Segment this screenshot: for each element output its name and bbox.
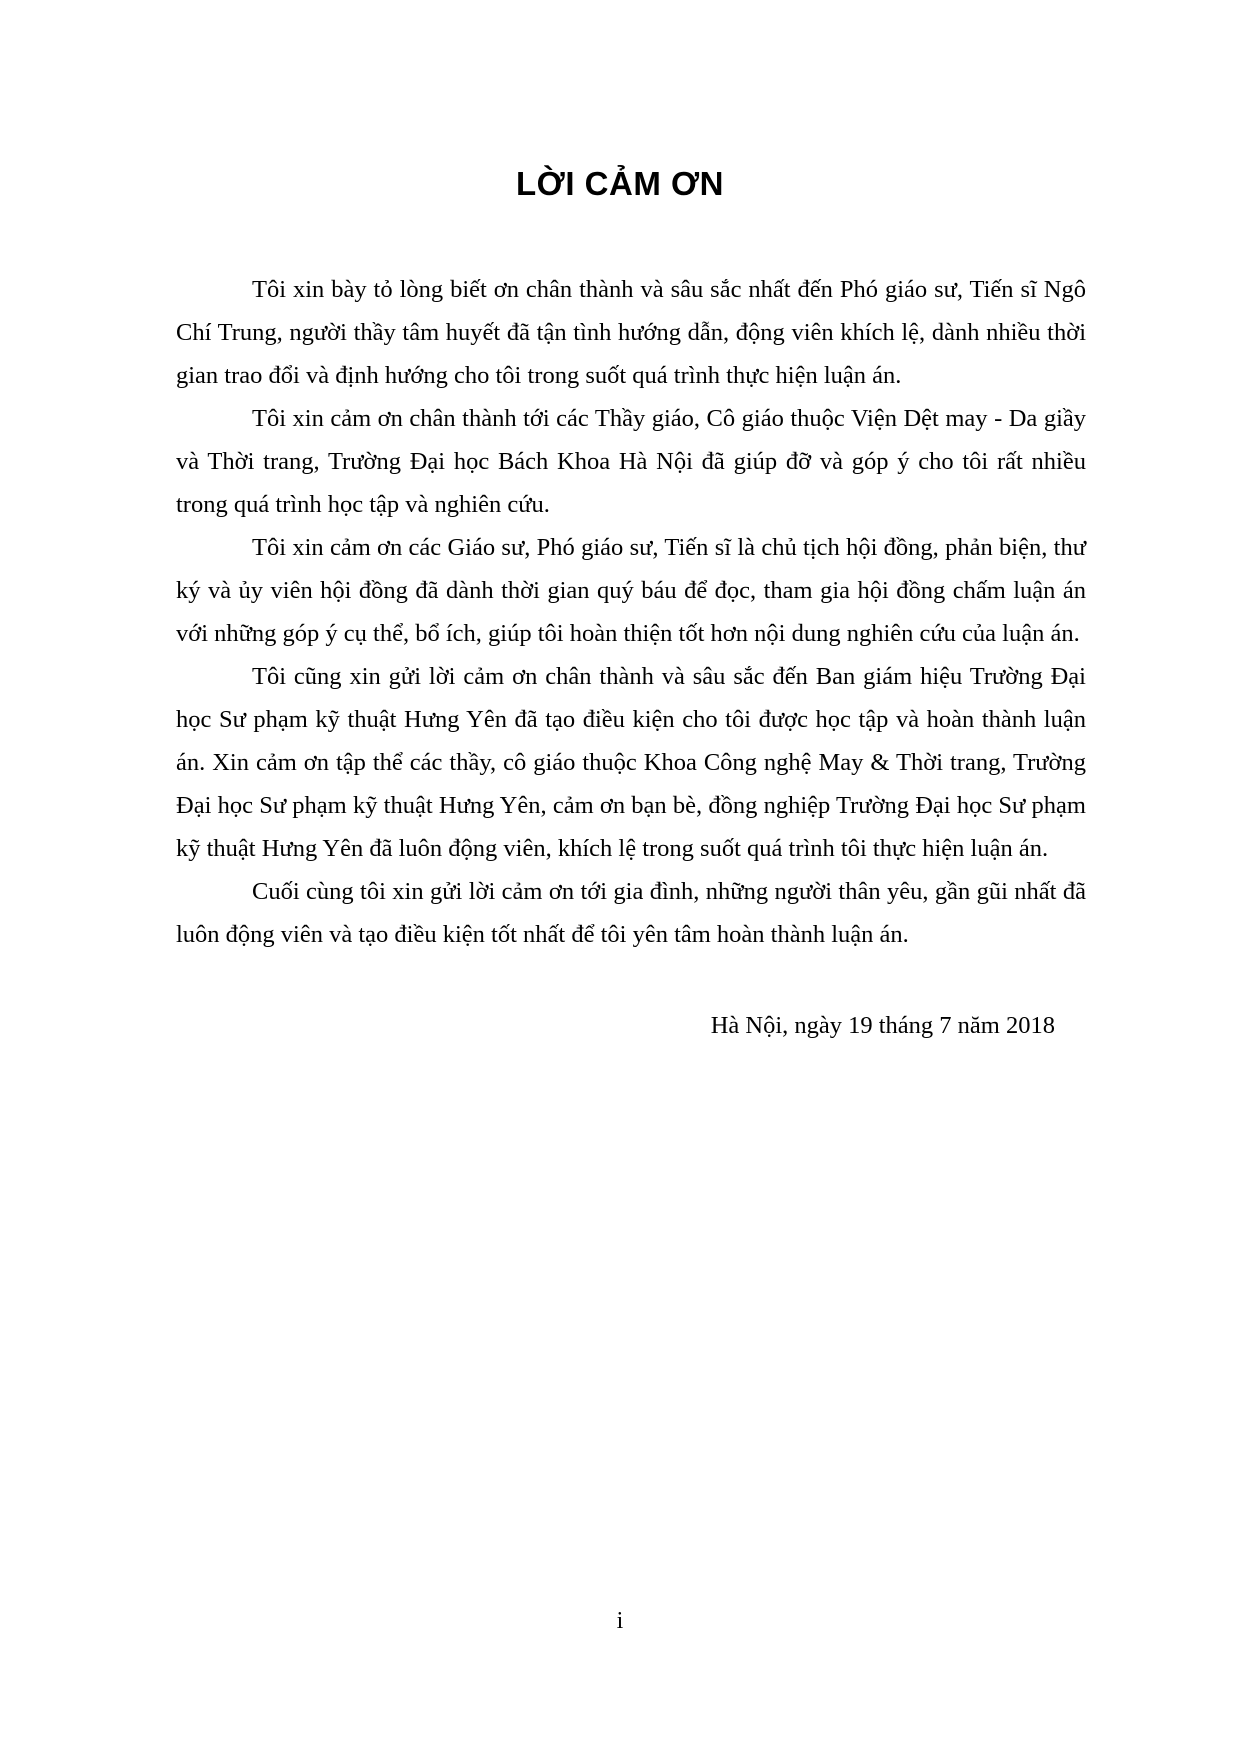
page-title: LỜI CẢM ƠN	[516, 165, 724, 202]
place-date-signoff: Hà Nội, ngày 19 tháng 7 năm 2018	[710, 1012, 1055, 1039]
paragraph: Cuối cùng tôi xin gửi lời cảm ơn tới gia đình, những người thân yêu, gần gũi nhất đã luôn động viên và tạo điều kiện tốt nhất để tôi yên tâm hoàn thành luận án.	[176, 878, 1086, 948]
paragraph: Tôi xin cảm ơn chân thành tới các Thầy giáo, Cô giáo thuộc Viện Dệt may - Da giầy và Thời trang, Trường Đại học Bách Khoa Hà Nội đã giúp đỡ và góp ý cho tôi rất nhiều trong quá trình học tập và nghiên cứu.	[176, 405, 1086, 518]
paragraph: Tôi xin bày tỏ lòng biết ơn chân thành và sâu sắc nhất đến Phó giáo sư, Tiến sĩ Ngô Chí Trung, người thầy tâm huyết đã tận tình hướng dẫn, động viên khích lệ, dành nhiều thời gian trao đổi và định hướng cho tôi trong suốt quá trình thực hiện luận án.	[176, 276, 1086, 389]
acknowledgement-body	[176, 268, 1086, 956]
paragraph: Tôi cũng xin gửi lời cảm ơn chân thành và sâu sắc đến Ban giám hiệu Trường Đại học Sư phạm kỹ thuật Hưng Yên đã tạo điều kiện cho tôi được học tập và hoàn thành luận án. Xin cảm ơn tập thể các thầy, cô giáo thuộc Khoa Công nghệ May & Thời trang, Trường Đại học Sư phạm kỹ thuật Hưng Yên, cảm ơn bạn bè, đồng nghiệp Trường Đại học Sư phạm kỹ thuật Hưng Yên đã luôn động viên, khích lệ trong suốt quá trình tôi thực hiện luận án.	[176, 663, 1086, 862]
page-number: i	[616, 1608, 624, 1634]
paragraph: Tôi xin cảm ơn các Giáo sư, Phó giáo sư, Tiến sĩ là chủ tịch hội đồng, phản biện, thư ký và ủy viên hội đồng đã dành thời gian quý báu để đọc, tham gia hội đồng chấm luận án với những góp ý cụ thể, bổ ích, giúp tôi hoàn thiện tốt hơn nội dung nghiên cứu của luận án.	[176, 534, 1086, 647]
